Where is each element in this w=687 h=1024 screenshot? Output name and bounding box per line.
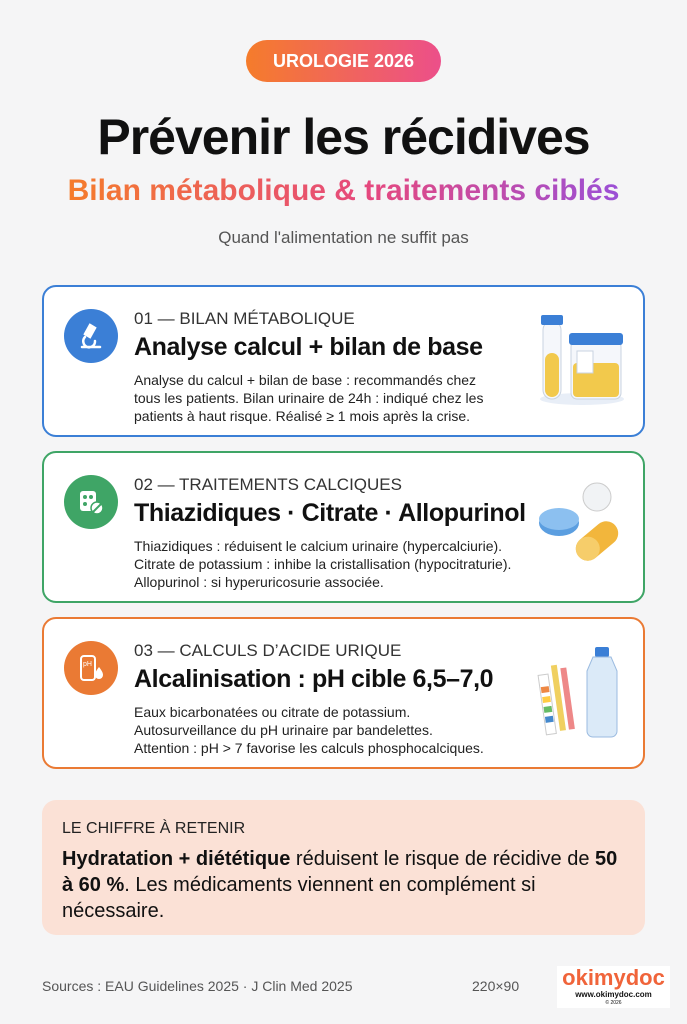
key-figure-bold: Hydratation + diététique — [62, 848, 291, 870]
body-line: tous les patients. Bilan urinaire de 24h : indiqué chez les — [134, 390, 484, 406]
pills-icon — [64, 475, 118, 529]
subtitle-text: Bilan métabolique & traitements ciblés — [67, 174, 620, 207]
tablets-icon — [537, 479, 627, 574]
body-line: Allopurinol : si hyperuricosurie associée. — [134, 574, 384, 590]
tagline: Quand l'alimentation ne suffit pas — [218, 228, 469, 247]
category-badge: UROLOGIE 2026 — [246, 40, 441, 82]
key-figure-span: . Les médicaments viennent en complément si nécessaire. — [62, 874, 536, 922]
card-bilan-metabolique — [42, 285, 645, 437]
key-figure-box — [42, 800, 645, 935]
key-figure-span: réduisent le risque de récidive de — [290, 848, 595, 870]
ph-strips-water-bottle-icon — [537, 645, 627, 740]
card-traitements-calciques — [42, 451, 645, 603]
card-heading: Analyse calcul + bilan de base — [134, 333, 483, 361]
body-line: Analyse du calcul + bilan de base : recommandés chez — [134, 372, 477, 388]
body-line: Autosurveillance du pH urinaire par bandelettes. — [134, 722, 433, 738]
ph-meter-icon — [64, 641, 118, 695]
card-kicker: 01 — BILAN MÉTABOLIQUE — [134, 309, 355, 328]
card-body — [134, 703, 554, 757]
page-subtitle — [0, 174, 687, 208]
page-title: Prévenir les récidives — [97, 109, 590, 165]
body-line: Eaux bicarbonatées ou citrate de potassium. — [134, 704, 411, 720]
key-figure-kicker: LE CHIFFRE À RETENIR — [62, 820, 246, 837]
card-heading: Alcalinisation : pH cible 6,5–7,0 — [134, 665, 494, 693]
logo-wordmark: okimydoc — [562, 965, 665, 990]
body-line: Attention : pH > 7 favorise les calculs phosphocalciques. — [134, 740, 484, 756]
card-kicker: 03 — CALCULS D’ACIDE URIQUE — [134, 641, 402, 660]
svg-text:pH: pH — [83, 661, 92, 668]
urine-sample-icon — [537, 313, 627, 408]
card-acide-urique — [42, 617, 645, 769]
card-kicker: 02 — TRAITEMENTS CALCIQUES — [134, 475, 402, 494]
size-label: 220×90 — [472, 978, 520, 994]
microscope-icon — [64, 309, 118, 363]
body-line: patients à haut risque. Réalisé ≥ 1 mois après la crise. — [134, 408, 471, 424]
okimydoc-logo — [557, 966, 670, 1008]
card-heading: Thiazidiques · Citrate · Allopurinol — [134, 499, 526, 527]
key-figure-bold: 50 à 60 % — [62, 848, 618, 896]
sources: Sources : EAU Guidelines 2025 · J Clin Med 2025 — [42, 978, 353, 994]
logo-url: www.okimydoc.com — [575, 990, 652, 999]
card-body — [134, 537, 554, 591]
key-figure-text — [62, 846, 632, 924]
card-body — [134, 371, 534, 425]
body-line: Citrate de potassium : inhibe la cristallisation (hypocitraturie). — [134, 556, 512, 572]
logo-year: © 2026 — [605, 1000, 622, 1006]
body-line: Thiazidiques : réduisent le calcium urinaire (hypercalciurie). — [134, 538, 503, 554]
